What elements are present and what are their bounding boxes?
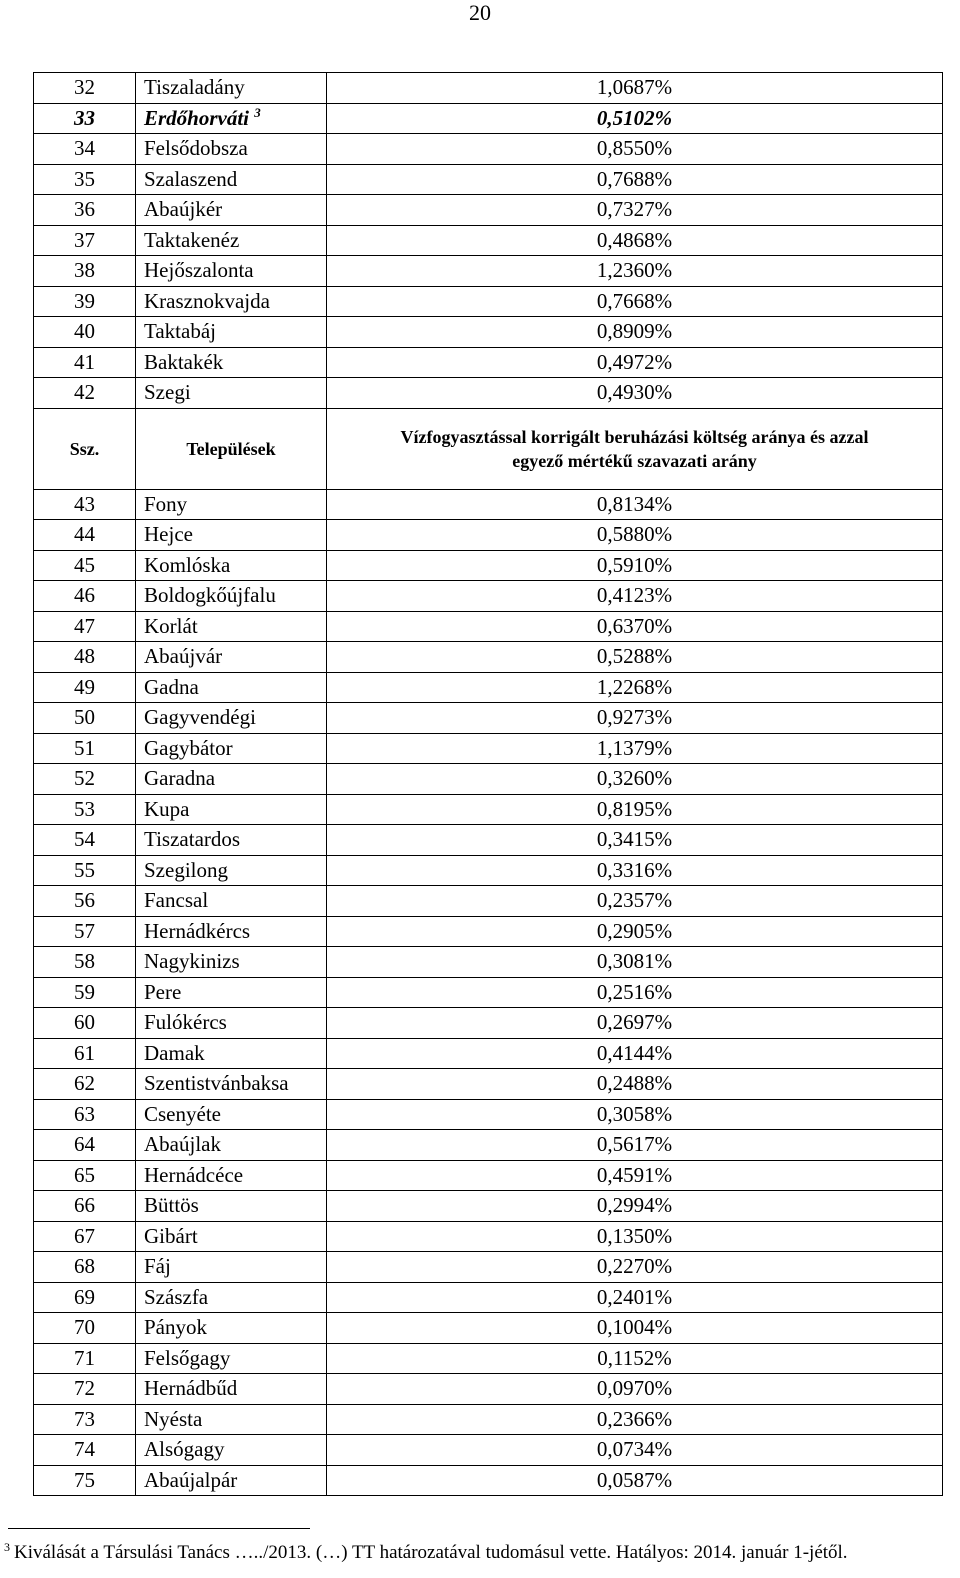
header-telepulesek: Települések — [136, 408, 327, 489]
row-number: 61 — [34, 1038, 136, 1069]
settlement-name — [136, 1404, 327, 1435]
row-number: 47 — [34, 611, 136, 642]
settlement-name-text: Alsógagy — [144, 1437, 225, 1462]
row-number: 53 — [34, 794, 136, 825]
footnote-text: Kiválását a Társulási Tanács …../2013. (…) TT határozatával tudomásul vette. Hatályos: 2014. január 1-jétől. — [14, 1542, 848, 1563]
row-number: 37 — [34, 225, 136, 256]
row-number: 64 — [34, 1130, 136, 1161]
settlement-name-text: Hernádbűd — [144, 1376, 238, 1401]
settlement-name-text: Fony — [144, 491, 188, 516]
settlement-name — [136, 1191, 327, 1222]
page-number: 20 — [469, 0, 491, 25]
row-number: 72 — [34, 1374, 136, 1405]
voting-share-value: 0,7327% — [327, 195, 943, 226]
table-row — [34, 794, 943, 825]
row-number: 73 — [34, 1404, 136, 1435]
settlement-name — [136, 825, 327, 856]
voting-share-value: 0,0587% — [327, 1465, 943, 1496]
table-row — [34, 1130, 943, 1161]
settlement-name-text: Abaújlak — [144, 1132, 221, 1157]
settlement-name-text: Felsőgagy — [144, 1345, 231, 1370]
settlement-name — [136, 225, 327, 256]
voting-share-value: 0,1004% — [327, 1313, 943, 1344]
settlement-name-text: Tiszaladány — [144, 75, 245, 100]
settlement-name — [136, 1465, 327, 1496]
settlement-name-text: Hernádkércs — [144, 918, 251, 943]
row-number: 42 — [34, 378, 136, 409]
settlement-name — [136, 611, 327, 642]
row-number: 55 — [34, 855, 136, 886]
settlement-name-text: Büttös — [144, 1193, 199, 1218]
settlement-name-text: Hejőszalonta — [144, 258, 254, 283]
settlement-name — [136, 1282, 327, 1313]
table-row — [34, 855, 943, 886]
settlement-name — [136, 764, 327, 795]
settlement-name — [136, 947, 327, 978]
table-row — [34, 886, 943, 917]
table-row — [34, 703, 943, 734]
table-row — [34, 550, 943, 581]
row-number: 54 — [34, 825, 136, 856]
voting-share-value: 0,5102% — [327, 103, 943, 134]
voting-share-value: 0,2270% — [327, 1252, 943, 1283]
table-row — [34, 134, 943, 165]
table-row — [34, 1252, 943, 1283]
table-row — [34, 1282, 943, 1313]
settlement-name — [136, 672, 327, 703]
voting-share-value: 0,3415% — [327, 825, 943, 856]
voting-share-value: 0,1350% — [327, 1221, 943, 1252]
row-number: 34 — [34, 134, 136, 165]
settlement-name-text: Gibárt — [144, 1223, 198, 1248]
voting-share-value: 0,5880% — [327, 520, 943, 551]
settlement-name-text: Abaújalpár — [144, 1467, 238, 1492]
row-number: 71 — [34, 1343, 136, 1374]
settlement-name — [136, 916, 327, 947]
row-number: 36 — [34, 195, 136, 226]
voting-share-value: 0,8909% — [327, 317, 943, 348]
voting-share-value: 0,1152% — [327, 1343, 943, 1374]
settlement-name — [136, 73, 327, 104]
row-number: 48 — [34, 642, 136, 673]
row-number: 70 — [34, 1313, 136, 1344]
settlement-name-text: Taktabáj — [144, 319, 216, 344]
settlement-name — [136, 134, 327, 165]
settlement-name-text: Boldogkőújfalu — [144, 583, 276, 608]
settlement-name — [136, 1008, 327, 1039]
table-row — [34, 1069, 943, 1100]
row-number: 58 — [34, 947, 136, 978]
settlement-name — [136, 1435, 327, 1466]
table-row — [34, 317, 943, 348]
row-number: 35 — [34, 164, 136, 195]
row-number: 56 — [34, 886, 136, 917]
voting-share-value: 0,3058% — [327, 1099, 943, 1130]
table-row — [34, 1191, 943, 1222]
row-number: 44 — [34, 520, 136, 551]
settlement-name-text: Baktakék — [144, 349, 224, 374]
settlement-name-text: Tiszatardos — [144, 827, 241, 852]
voting-share-value: 1,2268% — [327, 672, 943, 703]
row-number: 66 — [34, 1191, 136, 1222]
voting-share-value: 0,7668% — [327, 286, 943, 317]
settlement-name — [136, 164, 327, 195]
settlement-name-text: Szászfa — [144, 1284, 209, 1309]
voting-share-value: 0,7688% — [327, 164, 943, 195]
voting-share-value: 0,4591% — [327, 1160, 943, 1191]
voting-share-value: 1,2360% — [327, 256, 943, 287]
table-row — [34, 1435, 943, 1466]
settlement-name — [136, 378, 327, 409]
settlement-name-text: Gadna — [144, 674, 199, 699]
settlement-name — [136, 855, 327, 886]
voting-share-value: 0,5617% — [327, 1130, 943, 1161]
table-row — [34, 825, 943, 856]
voting-share-table — [33, 72, 943, 1496]
header-arany — [327, 408, 943, 489]
settlement-name-text: Taktakenéz — [144, 227, 240, 252]
voting-share-value: 0,5288% — [327, 642, 943, 673]
settlement-name — [136, 520, 327, 551]
voting-share-value: 0,2697% — [327, 1008, 943, 1039]
row-number: 41 — [34, 347, 136, 378]
settlement-name — [136, 581, 327, 612]
table-row — [34, 256, 943, 287]
settlement-name-text: Kupa — [144, 796, 190, 821]
table-row — [34, 672, 943, 703]
row-number: 75 — [34, 1465, 136, 1496]
voting-share-value: 0,2366% — [327, 1404, 943, 1435]
table-row — [34, 164, 943, 195]
voting-share-value: 0,4930% — [327, 378, 943, 409]
voting-share-value: 0,6370% — [327, 611, 943, 642]
settlement-name-text: Nagykinizs — [144, 949, 240, 974]
row-number: 39 — [34, 286, 136, 317]
row-number: 63 — [34, 1099, 136, 1130]
row-number: 60 — [34, 1008, 136, 1039]
settlement-name — [136, 195, 327, 226]
settlement-name-text: Fáj — [144, 1254, 171, 1279]
settlement-name — [136, 489, 327, 520]
settlement-name-text: Szegi — [144, 380, 191, 405]
row-number: 57 — [34, 916, 136, 947]
table-row — [34, 347, 943, 378]
settlement-name-text: Csenyéte — [144, 1101, 221, 1126]
voting-share-value: 0,8195% — [327, 794, 943, 825]
table-row — [34, 225, 943, 256]
voting-share-value: 0,5910% — [327, 550, 943, 581]
voting-share-value: 0,3316% — [327, 855, 943, 886]
settlement-name-text: Hernádcéce — [144, 1162, 244, 1187]
row-number: 50 — [34, 703, 136, 734]
table-row — [34, 1038, 943, 1069]
settlement-name — [136, 794, 327, 825]
voting-share-value: 0,2401% — [327, 1282, 943, 1313]
settlement-name-text: Krasznokvajda — [144, 288, 270, 313]
row-number: 45 — [34, 550, 136, 581]
settlement-name — [136, 1343, 327, 1374]
header-ssz: Ssz. — [34, 408, 136, 489]
voting-share-value: 0,2905% — [327, 916, 943, 947]
settlement-name-text: Abaújvár — [144, 644, 223, 669]
settlement-name — [136, 286, 327, 317]
settlement-name-text: Garadna — [144, 766, 216, 791]
voting-share-value: 0,3081% — [327, 947, 943, 978]
voting-share-value: 0,2488% — [327, 1069, 943, 1100]
table-header — [34, 408, 943, 489]
table-row — [34, 611, 943, 642]
settlement-name-text: Damak — [144, 1040, 205, 1065]
voting-share-value: 0,2516% — [327, 977, 943, 1008]
voting-share-value: 0,4972% — [327, 347, 943, 378]
settlement-name-text: Szentistvánbaksa — [144, 1071, 289, 1096]
table-body-bottom — [34, 489, 943, 1496]
row-number: 52 — [34, 764, 136, 795]
table-row — [34, 977, 943, 1008]
settlement-name-text: Nyésta — [144, 1406, 203, 1431]
row-number: 65 — [34, 1160, 136, 1191]
table-row — [34, 1343, 943, 1374]
settlement-name-text: Fulókércs — [144, 1010, 227, 1035]
voting-share-value: 0,2357% — [327, 886, 943, 917]
row-number: 46 — [34, 581, 136, 612]
settlement-name-text: Erdőhorváti — [144, 105, 250, 130]
table-row — [34, 520, 943, 551]
settlement-name — [136, 103, 327, 134]
settlement-name — [136, 347, 327, 378]
table-row — [34, 378, 943, 409]
row-number: 43 — [34, 489, 136, 520]
settlement-name-text: Gagyvendégi — [144, 705, 256, 730]
table-row — [34, 1099, 943, 1130]
footnote-reference: 3 — [254, 104, 261, 120]
row-number: 49 — [34, 672, 136, 703]
table-row — [34, 73, 943, 104]
settlement-name-text: Korlát — [144, 613, 198, 638]
settlement-name — [136, 317, 327, 348]
table-row — [34, 195, 943, 226]
footnote — [4, 1540, 960, 1566]
row-number: 69 — [34, 1282, 136, 1313]
table-row — [34, 947, 943, 978]
footnote-marker: 3 — [4, 1539, 10, 1554]
settlement-name — [136, 1221, 327, 1252]
voting-share-value: 0,4868% — [327, 225, 943, 256]
table-body-top — [34, 73, 943, 409]
row-number: 59 — [34, 977, 136, 1008]
table-row — [34, 1374, 943, 1405]
voting-share-value: 0,3260% — [327, 764, 943, 795]
settlement-name-text: Szalaszend — [144, 166, 238, 191]
table-row — [34, 642, 943, 673]
table-row — [34, 581, 943, 612]
settlement-name — [136, 1313, 327, 1344]
table-row — [34, 764, 943, 795]
table-row — [34, 1313, 943, 1344]
settlement-name-text: Szegilong — [144, 857, 228, 882]
settlement-name-text: Hejce — [144, 522, 193, 547]
table-row — [34, 489, 943, 520]
settlement-name — [136, 1038, 327, 1069]
settlement-name — [136, 1160, 327, 1191]
settlement-name — [136, 703, 327, 734]
settlement-name-text: Fancsal — [144, 888, 209, 913]
settlement-name — [136, 642, 327, 673]
settlement-name — [136, 886, 327, 917]
settlement-name — [136, 1130, 327, 1161]
voting-share-value: 0,4144% — [327, 1038, 943, 1069]
table-row — [34, 1160, 943, 1191]
header-row — [34, 408, 943, 489]
settlement-name — [136, 256, 327, 287]
settlement-name-text: Pányok — [144, 1315, 207, 1340]
table-row — [34, 103, 943, 134]
settlement-name-text: Gagybátor — [144, 735, 233, 760]
settlement-name — [136, 1069, 327, 1100]
settlement-name-text: Abaújkér — [144, 197, 223, 222]
header-arany-line1: Vízfogyasztással korrigált beruházási költség aránya és azzal — [400, 426, 869, 447]
row-number: 38 — [34, 256, 136, 287]
settlement-name — [136, 1099, 327, 1130]
settlement-name — [136, 1252, 327, 1283]
settlement-name-text: Felsődobsza — [144, 136, 248, 161]
row-number: 67 — [34, 1221, 136, 1252]
row-number: 68 — [34, 1252, 136, 1283]
footnote-divider — [8, 1528, 310, 1529]
table-row — [34, 733, 943, 764]
header-arany-line2: egyező mértékű szavazati arány — [512, 450, 757, 471]
row-number: 33 — [34, 103, 136, 134]
voting-share-value: 1,0687% — [327, 73, 943, 104]
row-number: 32 — [34, 73, 136, 104]
voting-share-value: 0,8134% — [327, 489, 943, 520]
settlement-name — [136, 550, 327, 581]
voting-share-value: 0,9273% — [327, 703, 943, 734]
voting-share-value: 0,8550% — [327, 134, 943, 165]
table-row — [34, 286, 943, 317]
table-row — [34, 1008, 943, 1039]
table-row — [34, 1221, 943, 1252]
voting-share-value: 0,2994% — [327, 1191, 943, 1222]
settlement-name — [136, 1374, 327, 1405]
table-row — [34, 1404, 943, 1435]
row-number: 51 — [34, 733, 136, 764]
row-number: 74 — [34, 1435, 136, 1466]
settlement-name-text: Komlóska — [144, 552, 231, 577]
voting-share-value: 0,0734% — [327, 1435, 943, 1466]
settlement-name — [136, 977, 327, 1008]
table-row — [34, 1465, 943, 1496]
voting-share-value: 0,0970% — [327, 1374, 943, 1405]
row-number: 62 — [34, 1069, 136, 1100]
settlement-name-text: Pere — [144, 979, 182, 1004]
voting-share-value: 1,1379% — [327, 733, 943, 764]
voting-share-value: 0,4123% — [327, 581, 943, 612]
settlement-name — [136, 733, 327, 764]
table-row — [34, 916, 943, 947]
row-number: 40 — [34, 317, 136, 348]
